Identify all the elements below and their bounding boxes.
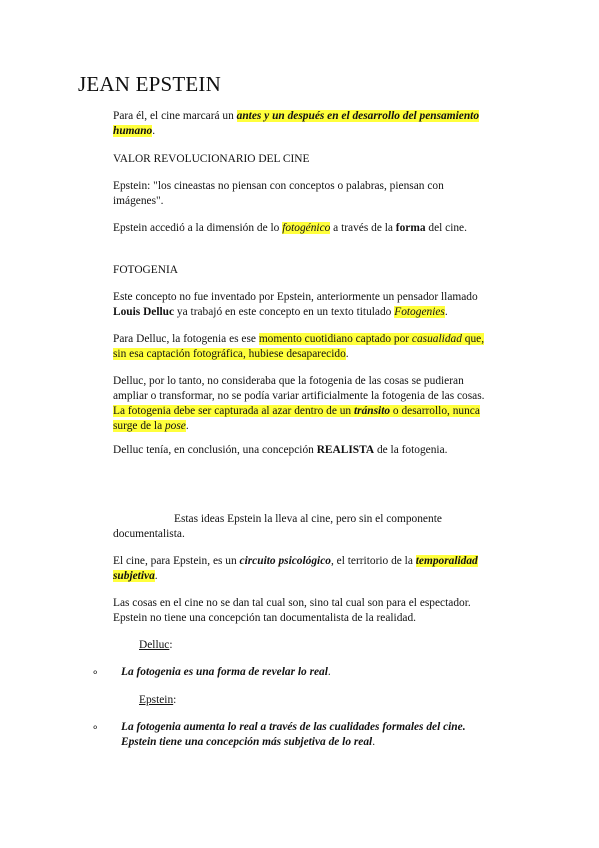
cine-paragraph: El cine, para Epstein, es un circuito psicológico, el territorio de la temporalidad subjetiva.: [113, 555, 478, 582]
delluc-paragraph: Para Delluc, la fotogenia es ese momento cuotidiano captado por casualidad que, sin esa captación fotográfica, hubiese desaparecido.: [113, 333, 485, 360]
heading-fotogenia: FOTOGENIA: [113, 264, 178, 276]
bullet-epstein: La fotogenia aumenta lo real a través de las cualidades formales del cine. Epstein tiene una concepción más subjetiva de lo real.: [121, 721, 466, 748]
intro-paragraph: Para él, el cine marcará un antes y un después en el desarrollo del pensamiento humano.: [113, 110, 480, 137]
page-title: JEAN EPSTEIN: [78, 72, 221, 96]
dimension-paragraph: Epstein accedió a la dimensión de lo fotogénico a través de la forma del cine.: [113, 222, 467, 234]
conclusion-paragraph: Delluc tenía, en conclusión, una concepción REALISTA de la fotogenia.: [113, 444, 448, 456]
label-delluc: Delluc:: [139, 639, 173, 651]
ideas-paragraph: Estas ideas Epstein la lleva al cine, pero sin el componente documentalista.: [113, 513, 442, 540]
bullet-icon: ⚬: [91, 668, 100, 679]
bullet-icon: ⚬: [91, 723, 100, 734]
label-epstein: Epstein:: [139, 694, 177, 706]
cosas-paragraph: Las cosas en el cine no se dan tal cual son, sino tal cual son para el espectador. Epstein no tiene una concepción tan documentalista de la realidad.: [113, 597, 471, 624]
heading-valor: VALOR REVOLUCIONARIO DEL CINE: [113, 153, 310, 165]
bullet-delluc: La fotogenia es una forma de revelar lo real.: [121, 666, 331, 678]
concepto-paragraph: Este concepto no fue inventado por Epstein, anteriormente un pensador llamado Louis Delluc ya trabajó en este concepto en un texto titulado Fotogenies.: [113, 291, 478, 318]
delluc-tanto-paragraph: Delluc, por lo tanto, no consideraba que la fotogenia de las cosas se pudieran ampliar o transformar, no se podía variar artificialmente la fotogenia de las cosas. La fotogenia debe ser capturada al azar dentro de un tránsito o desarrollo, nunca surge de la pose.: [113, 375, 485, 432]
quote-paragraph: Epstein: "los cineastas no piensan con conceptos o palabras, piensan con imágenes".: [113, 180, 444, 207]
